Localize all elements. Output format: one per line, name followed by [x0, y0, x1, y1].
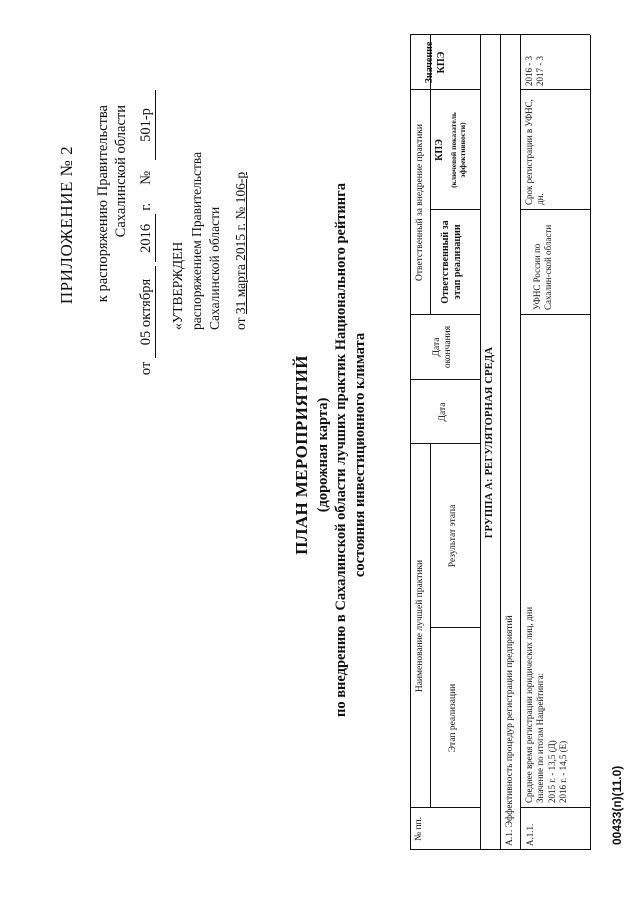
- header-num: № пп.: [414, 817, 424, 841]
- appendix-date-day-month: 05 октября: [138, 266, 156, 358]
- table-rule: [590, 35, 591, 850]
- header-kpi: КПЭ: [434, 139, 445, 161]
- row-line: Значение по итогам Нацрейтинга:: [535, 672, 546, 803]
- row-kpi-value: 2017 - 3: [535, 56, 546, 86]
- plan-table: [410, 35, 590, 850]
- header-responsible-stage: Ответственный за этап реализации: [440, 220, 463, 304]
- document-number: 00433(п)(11.0): [610, 765, 624, 845]
- header-kpi-value: Значение КПЭ: [424, 41, 447, 84]
- approved-line-2: распоряжением Правительства: [189, 151, 204, 330]
- appendix-number-sign: №: [138, 170, 154, 185]
- row-num: А.1.1.: [525, 823, 535, 846]
- header-date: Дата: [438, 402, 448, 422]
- approved-date: 31 марта 2015 г. № 106-р: [233, 171, 248, 315]
- row-description: [524, 323, 569, 803]
- row-line: Среднее время регистрации юридических лиц, дни: [524, 606, 534, 803]
- row-responsible: УФНС России по Сахалин-ской области: [532, 224, 554, 310]
- table-rule: [520, 314, 590, 315]
- group-title: ГРУППА А: РЕГУЛЯТОРНАЯ СРЕДА: [484, 346, 495, 539]
- row-line: 2015 г. - 13,5 (Д): [546, 740, 557, 803]
- table-rule: [500, 35, 501, 850]
- header-kpi-note: (ключевой показатель эффективности): [449, 112, 467, 188]
- plan-title: ПЛАН МЕРОПРИЯТИЙ: [292, 355, 311, 555]
- approved-line-3: Сахалинской области: [207, 206, 222, 330]
- table-rule: [520, 209, 590, 210]
- table-rule: [410, 849, 590, 850]
- row-kpi-values: [524, 36, 547, 86]
- row-kpi-value: 2016 - 3: [524, 56, 534, 86]
- appendix-line-1: к распоряжению Правительства: [95, 105, 111, 303]
- table-rule: [520, 807, 590, 808]
- appendix-date-line: [138, 90, 156, 450]
- approved-date-prefix: от: [233, 317, 248, 330]
- section-title: А.1. Эффективность процедур регистрации предприятий: [505, 615, 515, 846]
- table-rule: [410, 34, 590, 35]
- plan-line-1: по внедрению в Сахалинской области лучших практик Национального рейтинга: [333, 183, 349, 718]
- header-responsible-group: Ответственный за внедрение практики: [415, 124, 425, 281]
- appendix-title: ПРИЛОЖЕНИЕ № 2: [57, 145, 76, 305]
- appendix-date-prefix: от: [138, 361, 154, 376]
- header-end-date: Дата окончания: [432, 325, 453, 369]
- appendix-line-2: Сахалинской области: [113, 105, 129, 238]
- plan-line-2: состояния инвестиционного климата: [352, 332, 368, 578]
- appendix-date-year-suffix: г.: [138, 202, 154, 211]
- table-rule: [480, 35, 481, 850]
- approved-line-1: «УТВЕРЖДЕН: [170, 241, 185, 330]
- header-result: Результат этапа: [448, 504, 458, 568]
- header-stage: Этап реализации: [448, 683, 458, 753]
- table-rule: [520, 89, 590, 90]
- approved-date-line: [233, 70, 249, 330]
- appendix-number: 501-р: [138, 90, 156, 160]
- table-rule: [520, 35, 521, 850]
- row-kpi: Срок регистрации в УФНС, дн.: [524, 99, 546, 205]
- plan-subtitle: (дорожная карта): [315, 397, 331, 513]
- row-line: 2016 г. - 14,5 (Е): [557, 740, 568, 803]
- appendix-date-year: 2016: [138, 214, 156, 262]
- header-best-practice: Наименование лучшей практики: [415, 559, 425, 693]
